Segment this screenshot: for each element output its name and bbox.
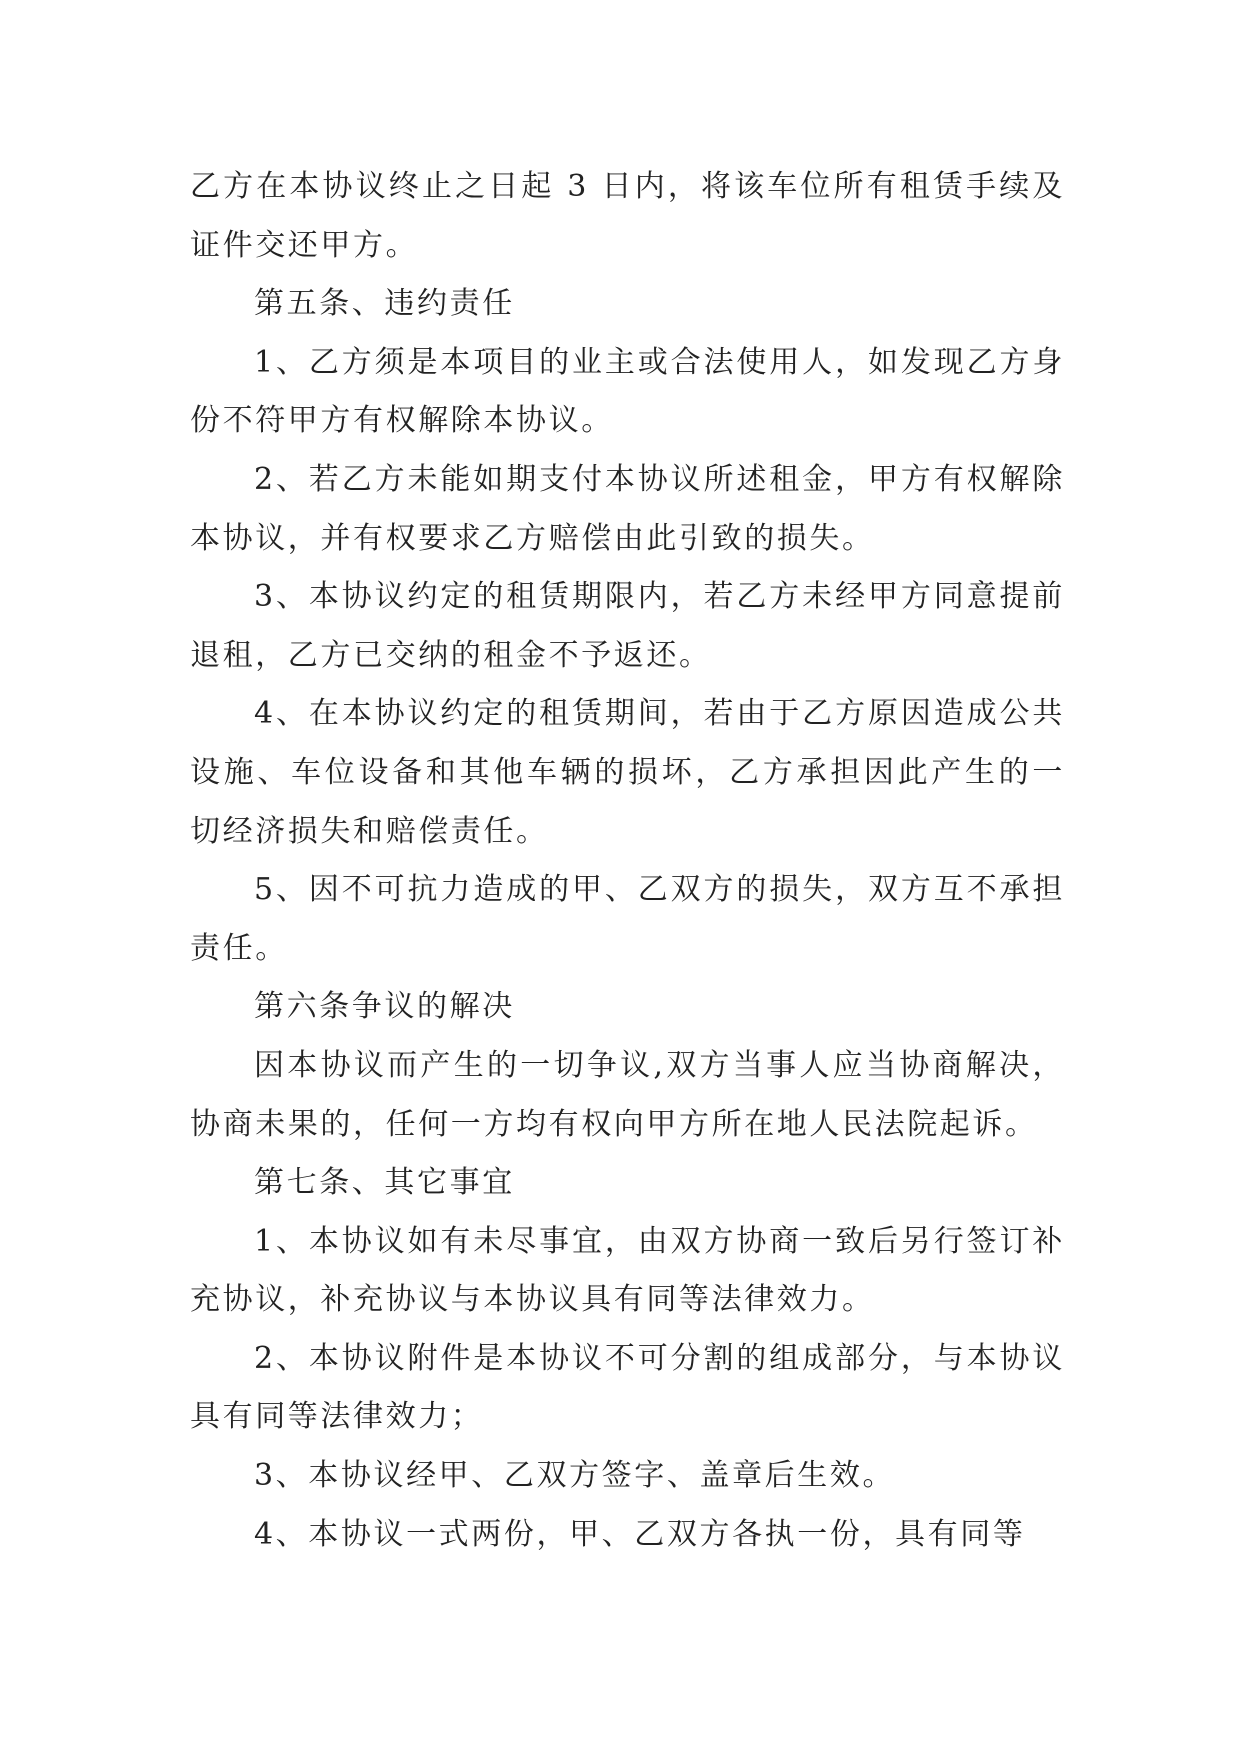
paragraph-return-documents: 乙方在本协议终止之日起 3 日内，将该车位所有租赁手续及证件交还甲方。: [190, 169, 1065, 263]
clause-7-3: 3、本协议经甲、乙双方签字、盖章后生效。: [254, 1458, 896, 1494]
clause-5-4: 4、在本协议约定的租赁期间，若由于乙方原因造成公共设施、车位设备和其他车辆的损坏，乙方承担因此产生的一切经济损失和赔偿责任。: [190, 696, 1065, 849]
clause-7-1: 1、本协议如有未尽事宜，由双方协商一致后另行签订补充协议，补充协议与本协议具有同等法律效力。: [190, 1223, 1065, 1318]
clause-5-2: 2、若乙方未能如期支付本协议所述租金，甲方有权解除本协议，并有权要求乙方赔偿由此引致的损失。: [190, 461, 1065, 556]
heading-article-7: 第七条、其它事宜: [254, 1165, 515, 1201]
clause-7-2: 2、本协议附件是本协议不可分割的组成部分，与本协议具有同等法律效力；: [190, 1340, 1065, 1435]
heading-article-6: 第六条争议的解决: [254, 989, 515, 1025]
document-body: [190, 158, 1065, 1564]
clause-5-5: 5、因不可抗力造成的甲、乙双方的损失，双方互不承担责任。: [190, 872, 1065, 966]
clause-7-4: 4、本协议一式两份，甲、乙双方各执一份，具有同等: [254, 1516, 1026, 1552]
heading-article-5: 第五条、违约责任: [254, 286, 515, 322]
clause-6-body: 因本协议而产生的一切争议,双方当事人应当协商解决，协商未果的，任何一方均有权向甲方所在地人民法院起诉。: [190, 1047, 1065, 1142]
clause-5-1: 1、乙方须是本项目的业主或合法使用人，如发现乙方身份不符甲方有权解除本协议。: [190, 344, 1065, 439]
clause-5-3: 3、本协议约定的租赁期限内，若乙方未经甲方同意提前退租，乙方已交纳的租金不予返还。: [190, 579, 1065, 673]
